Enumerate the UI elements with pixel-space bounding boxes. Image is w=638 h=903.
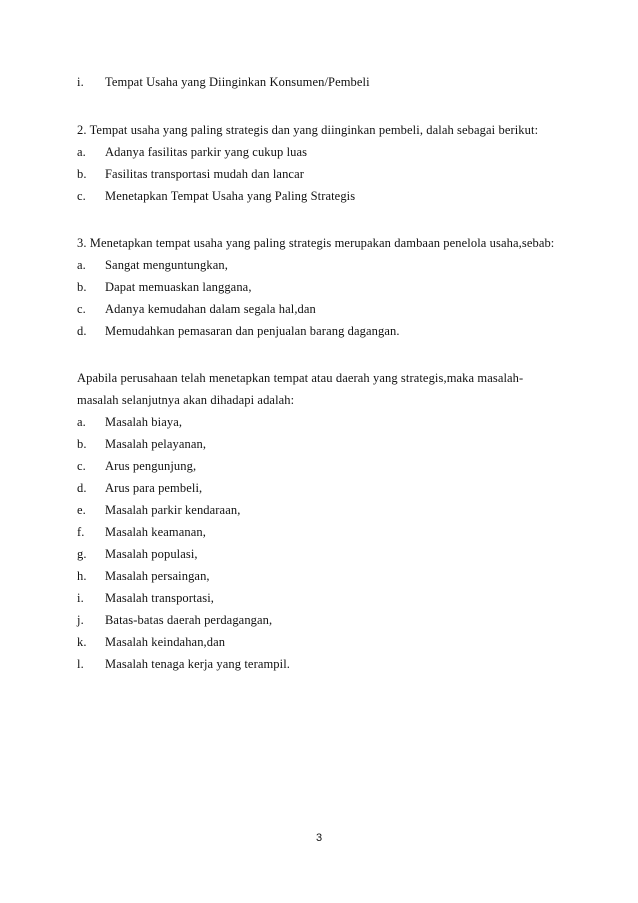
list-item-text: Dapat memuaskan langgana, — [105, 280, 252, 294]
list-item — [77, 188, 355, 204]
list-marker: b. — [77, 167, 87, 181]
list-item-text: Masalah keamanan, — [105, 525, 206, 539]
list-marker: c. — [77, 459, 86, 473]
list-item — [77, 323, 400, 339]
list-marker: a. — [77, 415, 86, 429]
list-marker: j. — [77, 613, 84, 627]
list-item-text: Arus para pembeli, — [105, 481, 203, 495]
list-item — [77, 458, 196, 474]
list-item-text: Masalah tenaga kerja yang terampil. — [105, 657, 291, 671]
list-item-text: Arus pengunjung, — [105, 459, 197, 473]
list-item — [77, 257, 228, 273]
list-item-text: Fasilitas transportasi mudah dan lancar — [105, 167, 304, 181]
paragraph-text: 2. Tempat usaha yang paling strategis dan yang diinginkan pembeli, dalah sebagai berikut: — [77, 123, 539, 137]
list-marker: b. — [77, 280, 87, 294]
list-marker: l. — [77, 657, 84, 671]
list-item — [77, 301, 316, 317]
paragraph — [77, 122, 538, 138]
list-marker: c. — [77, 302, 86, 316]
list-item-text: Memudahkan pemasaran dan penjualan barang dagangan. — [105, 324, 400, 338]
list-item — [77, 502, 240, 518]
list-item — [77, 279, 252, 295]
paragraph-text: masalah selanjutnya akan dihadapi adalah: — [77, 393, 295, 407]
list-marker: f. — [77, 525, 85, 539]
list-item — [77, 74, 370, 90]
list-marker: c. — [77, 189, 86, 203]
list-item-text: Menetapkan Tempat Usaha yang Paling Strategis — [105, 189, 356, 203]
list-marker: a. — [77, 258, 86, 272]
list-marker: g. — [77, 547, 87, 561]
list-item-text: Masalah persaingan, — [105, 569, 210, 583]
list-item — [77, 568, 210, 584]
list-item — [77, 546, 198, 562]
paragraph — [77, 392, 294, 408]
list-item — [77, 414, 182, 430]
list-marker: d. — [77, 481, 87, 495]
list-marker: h. — [77, 569, 87, 583]
list-item-text: Sangat menguntungkan, — [105, 258, 228, 272]
list-item — [77, 524, 206, 540]
list-item-text: Masalah parkir kendaraan, — [105, 503, 241, 517]
paragraph-text: 3. Menetapkan tempat usaha yang paling strategis merupakan dambaan penelola usaha,sebab: — [77, 236, 555, 250]
list-item-text: Masalah pelayanan, — [105, 437, 207, 451]
list-marker: b. — [77, 437, 87, 451]
list-marker: i. — [77, 75, 84, 89]
list-item — [77, 634, 225, 650]
list-item — [77, 656, 290, 672]
list-item-text: Adanya fasilitas parkir yang cukup luas — [105, 145, 308, 159]
list-marker: e. — [77, 503, 86, 517]
list-marker: d. — [77, 324, 87, 338]
list-item — [77, 144, 307, 160]
list-marker: a. — [77, 145, 86, 159]
list-item-text: Tempat Usaha yang Diinginkan Konsumen/Pembeli — [105, 75, 370, 89]
list-marker: i. — [77, 591, 84, 605]
paragraph-text: Apabila perusahaan telah menetapkan tempat atau daerah yang strategis,maka masalah- — [77, 371, 524, 385]
list-item-text: Batas-batas daerah perdagangan, — [105, 613, 273, 627]
list-item-text: Masalah populasi, — [105, 547, 198, 561]
paragraph — [77, 370, 523, 386]
list-item-text: Adanya kemudahan dalam segala hal,dan — [105, 302, 316, 316]
list-item — [77, 166, 304, 182]
page-number: 3 — [315, 832, 323, 844]
paragraph — [77, 235, 554, 251]
list-item — [77, 590, 214, 606]
list-item — [77, 612, 272, 628]
list-item-text: Masalah transportasi, — [105, 591, 215, 605]
list-item-text: Masalah keindahan,dan — [105, 635, 226, 649]
list-marker: k. — [77, 635, 87, 649]
list-item-text: Masalah biaya, — [105, 415, 183, 429]
list-item — [77, 480, 202, 496]
list-item — [77, 436, 206, 452]
